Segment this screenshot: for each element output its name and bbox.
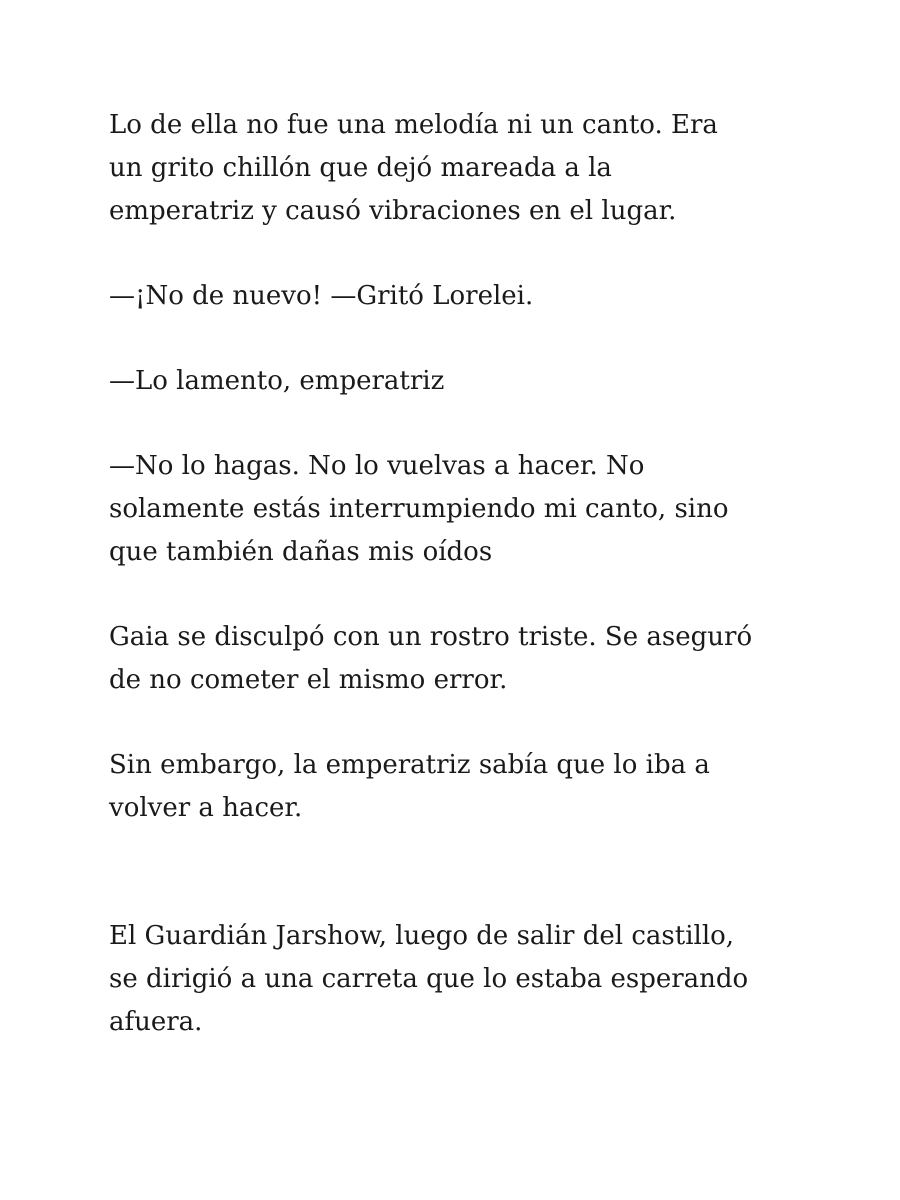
paragraph-1 — [109, 104, 809, 233]
paragraph-3 — [109, 360, 809, 403]
text-line: Lo de ella no fue una melodía ni un canto. Era — [109, 110, 718, 140]
text-line: El Guardián Jarshow, luego de salir del castillo, — [109, 921, 735, 951]
text-line: solamente estás interrumpiendo mi canto, sino — [109, 494, 729, 524]
text-line: —No lo hagas. No lo vuelvas a hacer. No — [109, 451, 645, 481]
text-line: de no cometer el mismo error. — [109, 665, 508, 695]
text-line: Gaia se disculpó con un rostro triste. Se aseguró — [109, 622, 753, 652]
paragraph-4 — [109, 445, 809, 574]
text-line: Sin embargo, la emperatriz sabía que lo iba a — [109, 750, 710, 780]
text-line: —¡No de nuevo! —Gritó Lorelei. — [109, 281, 534, 311]
paragraph-6 — [109, 744, 809, 830]
text-line: volver a hacer. — [109, 793, 303, 823]
text-line: emperatriz y causó vibraciones en el lugar. — [109, 196, 677, 226]
text-line: afuera. — [109, 1007, 203, 1037]
paragraph-7 — [109, 915, 809, 1044]
paragraph-2 — [109, 275, 809, 318]
document-page — [109, 104, 809, 1086]
text-line: —Lo lamento, emperatriz — [109, 366, 445, 396]
text-line: se dirigió a una carreta que lo estaba esperando — [109, 964, 749, 994]
text-line: que también dañas mis oídos — [109, 537, 493, 567]
text-line: un grito chillón que dejó mareada a la — [109, 153, 612, 183]
paragraph-5 — [109, 616, 809, 702]
